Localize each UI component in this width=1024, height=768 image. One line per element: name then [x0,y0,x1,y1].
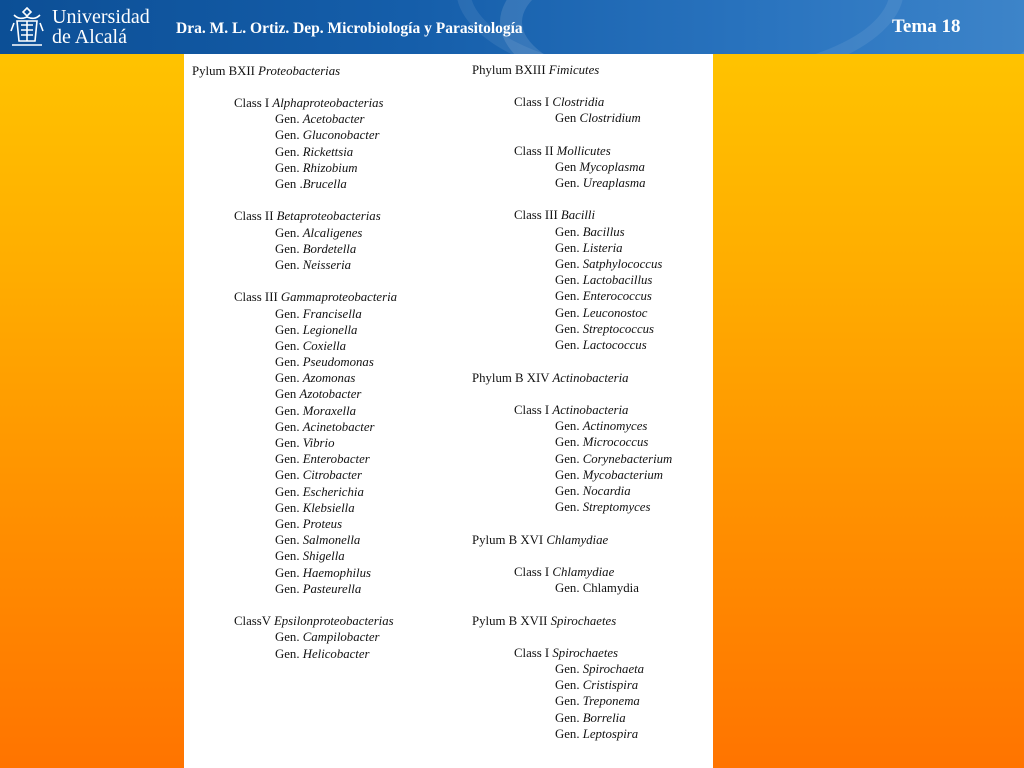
genus-name: Treponema [582,694,640,708]
phylum-label: Pylum BXII [192,64,259,78]
genus-entry [275,419,375,435]
class-entry [514,94,604,110]
genus-name: Ureaplasma [582,176,646,190]
genus-label: Gen. [275,468,303,482]
genus-entry [275,257,351,273]
genus-name: Actinomyces [582,419,648,433]
genus-label: Gen. [555,338,583,352]
taxonomy-sheet [184,54,713,768]
university-logo [8,4,150,50]
class-name: Mollicutes [556,144,611,158]
genus-label: Gen. [555,322,583,336]
genus-entry [555,159,645,175]
class-name: Spirochaetes [552,646,619,660]
phylum-label: Phylum BXIII [472,63,549,77]
genus-name: Leptospira [582,727,639,741]
genus-name: Streptococcus [582,322,655,336]
genus-name: Vibrio [302,436,335,450]
class-name: Chlamydiae [552,565,615,579]
genus-entry [555,224,625,240]
genus-label: Gen. [555,306,583,320]
genus-name: Enterobacter [302,452,370,466]
phylum-name: Actinobacteria [552,371,629,385]
slide-header [0,0,1024,54]
genus-entry [555,580,639,596]
genus-label: Gen. [275,226,303,240]
genus-label: Gen. [275,339,303,353]
genus-label: Gen. [555,468,583,482]
genus-label: Gen. [555,289,583,303]
phylum-label: Pylum B XVII [472,614,551,628]
phylum-name: Fimicutes [548,63,600,77]
genus-entry [275,565,371,581]
genus-label: Gen [555,160,580,174]
genus-entry [275,403,356,419]
phylum-name: Chlamydiae [546,533,609,547]
genus-label: Gen. [275,501,303,515]
genus-entry [555,240,623,256]
university-name [52,7,150,47]
class-label: Class II [234,209,277,223]
genus-label: Gen. [275,355,303,369]
genus-label: Gen. [275,582,303,596]
genus-label: Gen [555,111,580,125]
genus-label: Gen. [275,549,303,563]
genus-name: Streptomyces [582,500,651,514]
class-name: Alphaproteobacterias [272,96,384,110]
genus-label: Gen. [275,647,303,661]
class-entry [514,143,611,159]
genus-entry [555,693,640,709]
header-title: Dra. M. L. Ortiz. Dep. Microbiología y Parasitología [176,20,523,37]
phylum-name: Spirochaetes [550,614,617,628]
genus-label: Gen. [555,225,583,239]
genus-name: Legionella [302,323,358,337]
genus-entry [275,386,361,402]
genus-label: Gen. [555,500,583,514]
genus-entry [275,435,334,451]
class-label: Class I [514,565,553,579]
genus-entry [275,144,353,160]
genus-name: Spirochaeta [582,662,645,676]
genus-label: Gen. [275,485,303,499]
phylum-entry [192,63,340,79]
genus-entry [275,516,342,532]
genus-entry [275,322,357,338]
genus-entry [555,418,647,434]
logo-line-1: Universidad [52,6,150,28]
genus-name: Proteus [302,517,343,531]
genus-name: Listeria [582,241,623,255]
genus-name: Acetobacter [302,112,365,126]
genus-name: Salmonella [302,533,361,547]
genus-label: Gen. [275,128,303,142]
genus-entry [275,451,370,467]
class-entry [514,564,614,580]
genus-label: Gen. [555,484,583,498]
university-crest-icon [8,5,46,49]
genus-name: Pasteurella [302,582,362,596]
class-name: Betaproteobacterias [276,209,381,223]
genus-entry [275,500,355,516]
genus-entry [555,256,662,272]
genus-name: Citrobacter [302,468,362,482]
genus-name: Lactococcus [582,338,647,352]
genus-name: Leuconostoc [582,306,648,320]
genus-label: Gen. [275,112,303,126]
genus-entry [555,483,631,499]
class-label: Class I [514,646,553,660]
genus-label: Gen. [275,566,303,580]
class-label: Class III [514,208,561,222]
genus-entry [275,338,346,354]
genus-label: Gen. [275,242,303,256]
class-label: Class III [234,290,281,304]
class-name: Actinobacteria [552,403,629,417]
genus-label: Gen. [275,630,303,644]
genus-label: Gen. [555,241,583,255]
genus-name: Mycobacterium [582,468,664,482]
genus-name: Campilobacter [302,630,380,644]
genus-label: Gen. [555,694,583,708]
genus-name: Helicobacter [302,647,370,661]
genus-name: Satphylococcus [582,257,663,271]
class-name: Gammaproteobacteria [280,290,398,304]
class-label: ClassV [234,614,274,628]
genus-entry [555,272,652,288]
phylum-entry [472,532,608,548]
genus-name: Pseudomonas [302,355,374,369]
genus-entry [555,499,650,515]
genus-entry [555,710,626,726]
genus-name: Francisella [302,307,362,321]
phylum-entry [472,613,616,629]
phylum-entry [472,62,599,78]
genus-entry [275,241,356,257]
phylum-label: Phylum B XIV [472,371,553,385]
genus-entry [555,677,638,693]
genus-name: Corynebacterium [582,452,673,466]
genus-entry [275,176,347,192]
genus-name: Escherichia [302,485,364,499]
genus-label: Gen. [275,258,303,272]
genus-entry [275,581,361,597]
genus-entry [275,111,365,127]
class-entry [514,645,618,661]
genus-entry [555,661,644,677]
genus-name: Gluconobacter [302,128,380,142]
logo-line-2: de Alcalá [52,26,127,48]
genus-entry [555,288,652,304]
phylum-label: Pylum B XVI [472,533,547,547]
genus-label: Gen. [555,273,583,287]
genus-name: Klebsiella [302,501,355,515]
class-entry [234,208,381,224]
class-entry [234,289,397,305]
class-label: Class I [514,95,553,109]
genus-entry [275,646,370,662]
class-name: Epsilonproteobacterias [273,614,394,628]
phylum-entry [472,370,629,386]
genus-entry [555,305,647,321]
genus-label: Gen. [555,662,583,676]
genus-name: Nocardia [582,484,631,498]
genus-name: Neisseria [302,258,352,272]
genus-name: Lactobacillus [582,273,653,287]
genus-entry [275,532,360,548]
header-decoration [456,0,904,54]
genus-label: Gen. [555,678,583,692]
genus-name: Cristispira [582,678,639,692]
genus-name: Acinetobacter [302,420,375,434]
genus-label: Gen. [275,452,303,466]
genus-entry [555,175,646,191]
genus-name: Shigella [302,549,345,563]
genus-label: Gen. [275,307,303,321]
genus-name: Rhizobium [302,161,358,175]
genus-label: Gen. [275,323,303,337]
genus-name: Alcaligenes [302,226,363,240]
genus-label: Gen. [275,533,303,547]
class-entry [514,402,628,418]
genus-name: Moraxella [302,404,357,418]
genus-name: Bacillus [582,225,625,239]
genus-entry [555,110,641,126]
genus-label: Gen. Chlamydia [555,581,639,595]
class-entry [234,613,394,629]
genus-entry [275,484,364,500]
genus-label: Gen. [555,452,583,466]
class-name: Clostridia [552,95,605,109]
genus-entry [275,370,355,386]
genus-label: Gen. [555,176,583,190]
genus-label: Gen. [555,727,583,741]
genus-label: Gen. [275,161,303,175]
class-entry [514,207,595,223]
genus-entry [555,321,654,337]
genus-label: Gen. [275,517,303,531]
genus-name: Coxiella [302,339,347,353]
class-name: Bacilli [560,208,596,222]
genus-entry [275,548,345,564]
genus-label: Gen [275,387,300,401]
genus-name: Micrococcus [582,435,649,449]
genus-name: Mycoplasma [579,160,645,174]
genus-name: Bordetella [302,242,357,256]
genus-name: Clostridium [579,111,641,125]
genus-label: Gen. [275,371,303,385]
genus-name: Haemophilus [302,566,371,580]
genus-label: Gen. [555,711,583,725]
genus-name: Rickettsia [302,145,354,159]
genus-label: Gen. [275,404,303,418]
genus-entry [275,160,357,176]
genus-name: Brucella [302,177,347,191]
genus-label: Gen. [555,435,583,449]
genus-label: Gen. [275,145,303,159]
genus-label: Gen. [275,436,303,450]
genus-entry [275,306,362,322]
genus-name: Borrelia [582,711,626,725]
genus-name: Azotobacter [299,387,362,401]
genus-entry [555,337,647,353]
genus-entry [555,451,672,467]
genus-entry [275,629,380,645]
genus-entry [555,467,663,483]
genus-name: Azomonas [302,371,356,385]
genus-entry [555,726,638,742]
class-label: Class I [234,96,273,110]
class-entry [234,95,384,111]
class-label: Class I [514,403,553,417]
genus-entry [275,467,362,483]
genus-entry [275,354,374,370]
genus-entry [275,225,362,241]
genus-label: Gen. [555,419,583,433]
genus-label: Gen . [275,177,303,191]
phylum-name: Proteobacterias [258,64,341,78]
class-label: Class II [514,144,557,158]
genus-label: Gen. [555,257,583,271]
genus-entry [555,434,648,450]
topic-number: Tema 18 [892,16,961,37]
genus-label: Gen. [275,420,303,434]
genus-name: Enterococcus [582,289,652,303]
genus-entry [275,127,379,143]
